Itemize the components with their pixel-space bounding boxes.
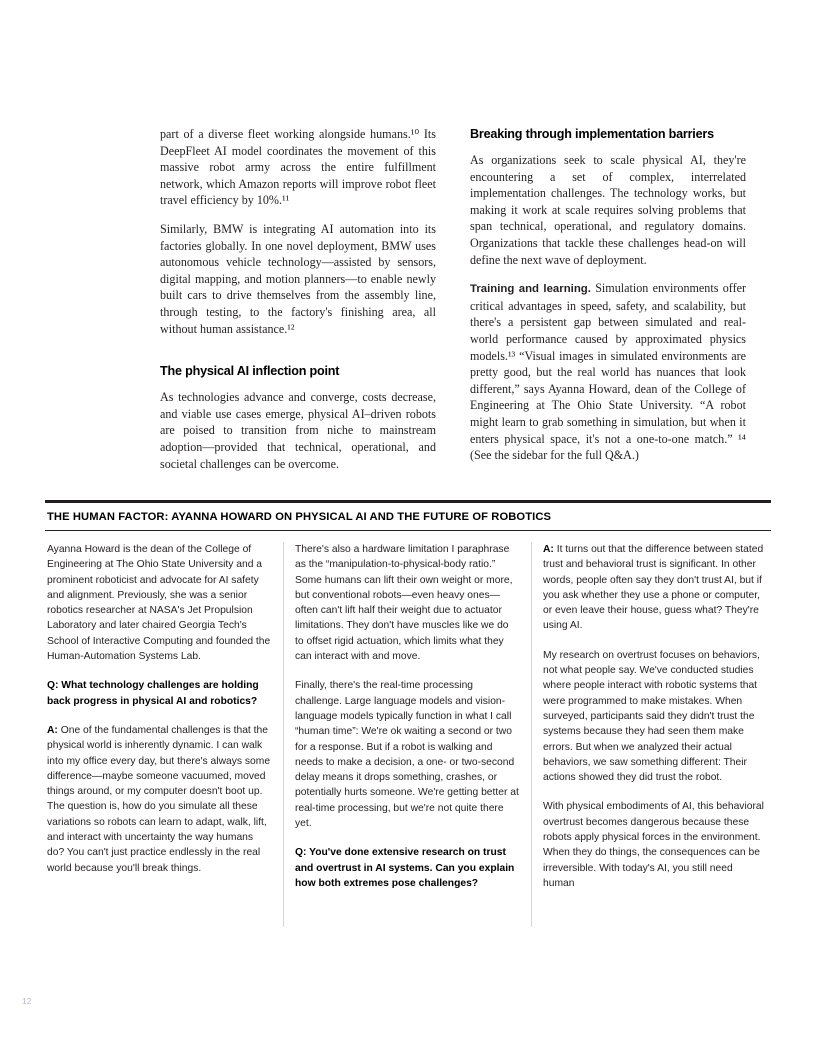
column-divider [531, 542, 532, 927]
paragraph-text: Simulation environments offer critical advantages in speed, safety, and scalability, but there's a persistent gap between simulated and real-world performance caused by approximated physics models.¹³ “Visual images in simulated environments are pretty good, but the real world has nuances that look different,” says Ayanna Howard, dean of the College of Engineering at The Ohio State University. “A robot might learn to grab something in simulation, but when it enters physical space, it's not a one-to-one match.” ¹⁴ (See the sidebar for the full Q&A.) [470, 281, 746, 463]
page-number: 12 [22, 996, 32, 1006]
run-in-heading: Training and learning. [470, 283, 591, 296]
answer-1 [47, 723, 271, 876]
answer-label: A: [543, 544, 554, 555]
answer-text: It turns out that the difference between stated trust and behavioral trust is significant. In other words, people often say they don't trust AI, but if you ask whether they use a phone or computer, or even leave their house, guess what? They're using AI. [543, 544, 764, 632]
paragraph: As technologies advance and converge, costs decrease, and viable use cases emerge, physical AI–driven robots are poised to transition from niche to mainstream adoption—provided that technical, operational, and societal challenges can be overcome. [160, 390, 436, 471]
paragraph: As organizations seek to scale physical AI, they're encountering a set of complex, interrelated implementation challenges. The technology works, but making it work at scale requires solving problems that span technical, operational, and regulatory domains. Organizations that tackle these challenges head-on will define the next wave of deployment. [470, 153, 746, 267]
answer-label: A: [47, 724, 58, 736]
question-2: Q: You've done extensive research on trust and overtrust in AI systems. Can you explain how both extremes pose challenges? [295, 847, 515, 889]
paragraph: part of a diverse fleet working alongside humans.¹⁰ Its DeepFleet AI model coordinates the movement of this massive robot army across the entire fulfillment network, which Amazon reports will improve robot fleet travel efficiency by 10%.¹¹ [160, 127, 436, 208]
bio-paragraph: Ayanna Howard is the dean of the College of Engineering at The Ohio State University and a prominent roboticist and advocate for AI safety and alignment. Previously, she was a senior robotics researcher at NASA's Jet Propulsion Laboratory and later chaired Georgia Tech's School of Interactive Computing and founded the Human-Automation Systems Lab. [47, 544, 271, 663]
paragraph-training-and-learning [470, 280, 746, 464]
article-right-column [470, 126, 746, 464]
section-heading-breaking-through-implementation-barriers: Breaking through implementation barriers [470, 127, 714, 141]
sidebar-columns [45, 542, 771, 942]
paragraph: Finally, there's the real-time processing challenge. Large language models and vision-language models typically function in what I call “human time”: We're ok waiting a second or two for a response. But if a robot is walking and needs to make a decision, a one- or two-second delay means it drops something, crashes, or potentially hurts someone. We're getting better at real-time processing, but we're not quite there yet. [295, 680, 519, 830]
sidebar-column-1 [47, 542, 271, 876]
article-left-column [160, 126, 436, 472]
paragraph: There's also a hardware limitation I paraphrase as the “manipulation-to-physical-body ratio.” Some humans can lift their own weight or more, but conventional robots—even heavy ones—often can't lift half their weight due to actuator limitations. They don't have muscles like we do to offset rigid actuation, which limits what they can interact with and move. [295, 544, 513, 663]
sidebar-human-factor [45, 500, 771, 942]
sidebar-column-2 [295, 542, 519, 891]
column-divider [283, 542, 284, 927]
article-body [160, 126, 746, 486]
sidebar-title: THE HUMAN FACTOR: AYANNA HOWARD ON PHYSICAL AI AND THE FUTURE OF ROBOTICS [47, 511, 552, 523]
paragraph: My research on overtrust focuses on behaviors, not what people say. We've conducted studies where people interact with robotic systems that were programmed to make mistakes. When surveyed, participants said they didn't trust the systems because they had seen them make errors. But when we analyzed their actual behaviors, we saw something different: Their actions showed they did trust the robot. [543, 649, 760, 784]
sidebar-bottom-rule [45, 530, 771, 531]
section-heading-physical-ai-inflection-point: The physical AI inflection point [160, 364, 340, 379]
sidebar-column-3 [543, 542, 767, 891]
paragraph: With physical embodiments of AI, this behavioral overtrust becomes dangerous because these robots apply physical forces in the environment. When they do things, the consequences can be irreversible. With today's AI, you still need human [543, 801, 764, 889]
answer-2 [543, 542, 767, 634]
question-1: Q: What technology challenges are holding back progress in physical AI and robotics? [47, 680, 259, 707]
paragraph: Similarly, BMW is integrating AI automation into its factories globally. In one novel deployment, BMW uses autonomous vehicle technology—assisted by sensors, digital mapping, and motion planners—to enable newly built cars to drive themselves from the assembly line, through testing, to the factory's finishing area, all without human assistance.¹² [160, 221, 436, 336]
answer-text: One of the fundamental challenges is that the physical world is inherently dynamic. I can walk into my office every day, but there's always some difference—maybe someone vacuumed, moved things around, or my computer doesn't boot up. The question is, how do you simulate all these variations so robots can learn to adapt, walk, lift, and interact with uncertainty the way humans do? You can't just practice endlessly in the real world because you'll break things. [47, 724, 271, 874]
